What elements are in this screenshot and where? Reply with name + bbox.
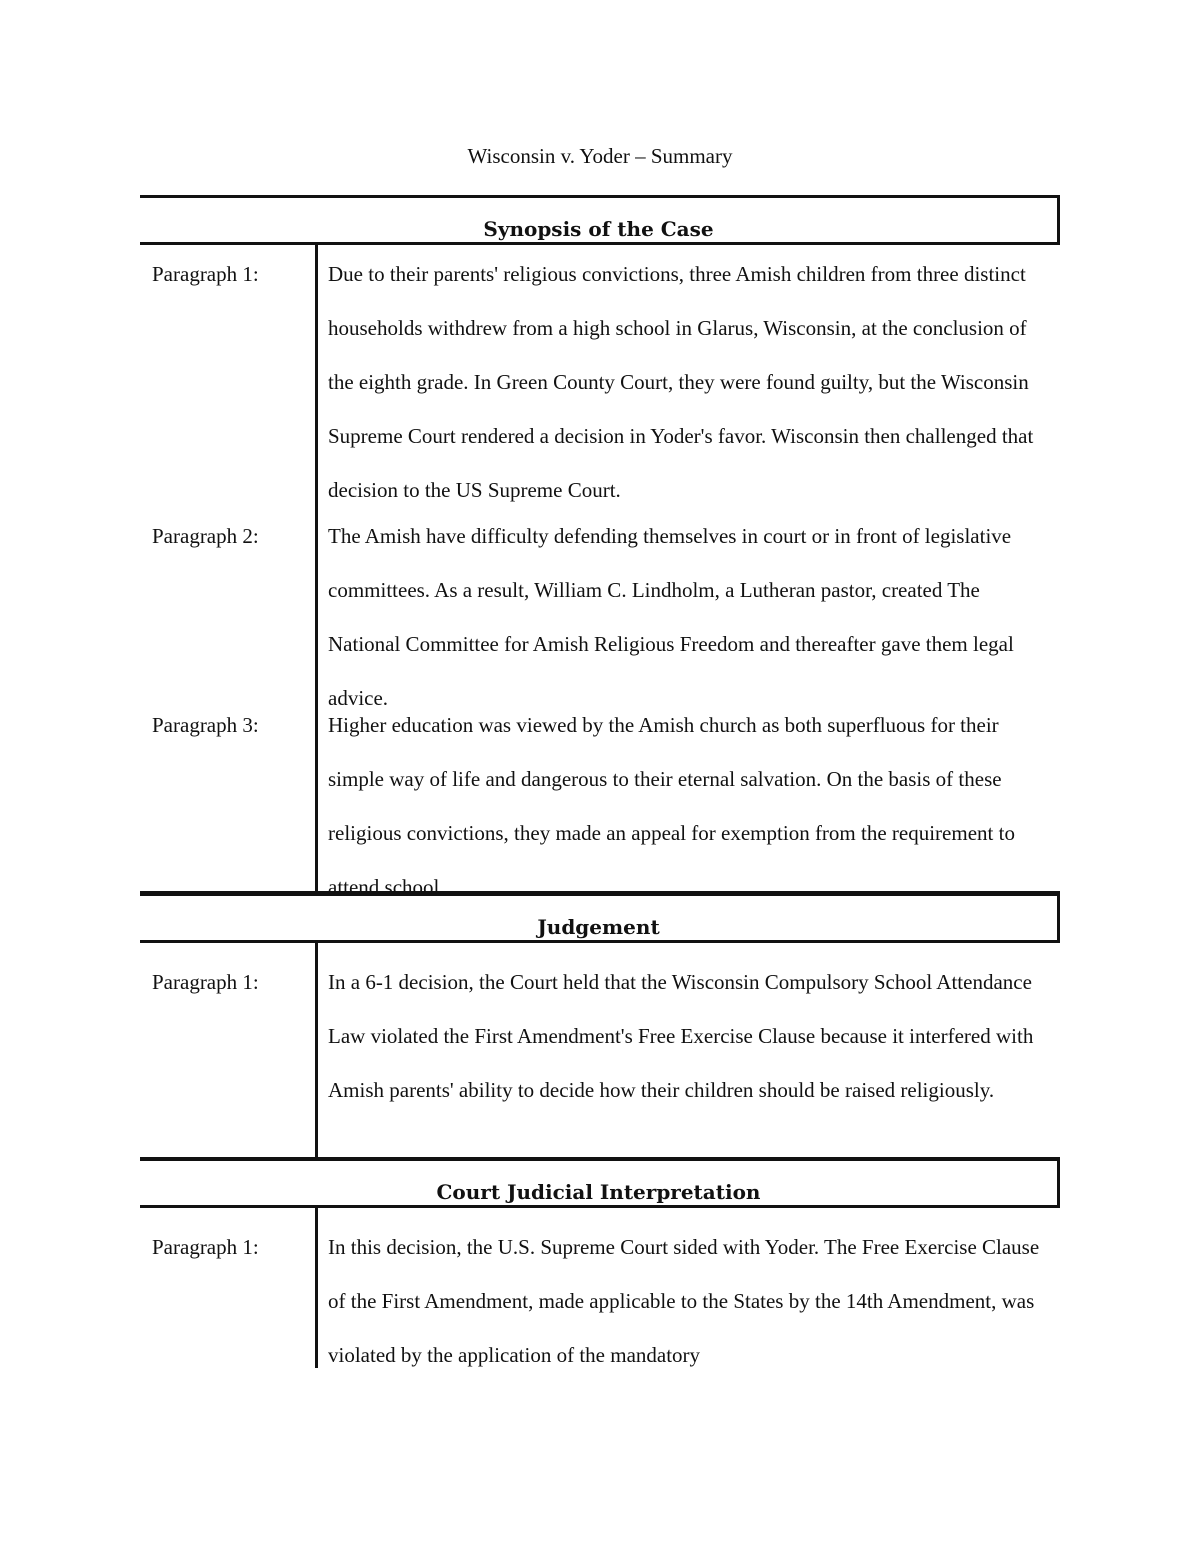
section-heading: Judgement <box>537 915 660 939</box>
row-text: Higher education was viewed by the Amish church as both superfluous for their simple way of life and dangerous to their eternal salvation. On the basis of these religious convictions, they made an appeal for exemption from the requirement to attend school. <box>328 713 1015 899</box>
section-heading: Synopsis of the Case <box>483 217 714 241</box>
row-label: Paragraph 1: <box>152 970 259 994</box>
row-text: In a 6-1 decision, the Court held that the Wisconsin Compulsory School Attendance Law violated the First Amendment's Free Exercise Clause because it interfered with Amish parents' ability to decide how their children should be raised religiously. <box>328 970 1034 1102</box>
table-row <box>140 943 1060 1157</box>
section-court-interpretation <box>140 1158 1060 1368</box>
section-rows <box>140 245 1060 899</box>
section-rows <box>140 943 1060 1159</box>
section-heading: Court Judicial Interpretation <box>436 1180 761 1204</box>
row-label: Paragraph 1: <box>152 1235 259 1259</box>
table-row <box>140 513 1060 710</box>
row-text: Due to their parents' religious convictions, three Amish children from three distinct households withdrew from a high school in Glarus, Wisconsin, at the conclusion of the eighth grade. In Green County Court, they were found guilty, but the Wisconsin Supreme Court rendered a decision in Yoder's favor. Wisconsin then challenged that decision to the US Supreme Court. <box>328 262 1034 502</box>
row-text: The Amish have difficulty defending themselves in court or in front of legislative committees. As a result, William C. Lindholm, a Lutheran pastor, created The National Committee for Amish Religious Freedom and thereafter gave them legal advice. <box>328 524 1014 710</box>
column-divider <box>315 245 318 891</box>
row-label: Paragraph 3: <box>152 713 259 737</box>
page-title: Wisconsin v. Yoder – Summary <box>467 144 733 168</box>
section-synopsis <box>140 195 1060 899</box>
table-row <box>140 1208 1060 1368</box>
column-divider <box>315 1208 318 1368</box>
section-judgement <box>140 893 1060 1159</box>
row-label: Paragraph 1: <box>152 262 259 286</box>
row-text: In this decision, the U.S. Supreme Court sided with Yoder. The Free Exercise Clause of the First Amendment, made applicable to the States by the 14th Amendment, was violated by the application of the mandatory <box>328 1235 1040 1367</box>
row-label: Paragraph 2: <box>152 524 259 548</box>
table-row <box>140 245 1060 525</box>
section-rows <box>140 1208 1060 1368</box>
column-divider <box>315 943 318 1157</box>
table-row <box>140 702 1060 899</box>
